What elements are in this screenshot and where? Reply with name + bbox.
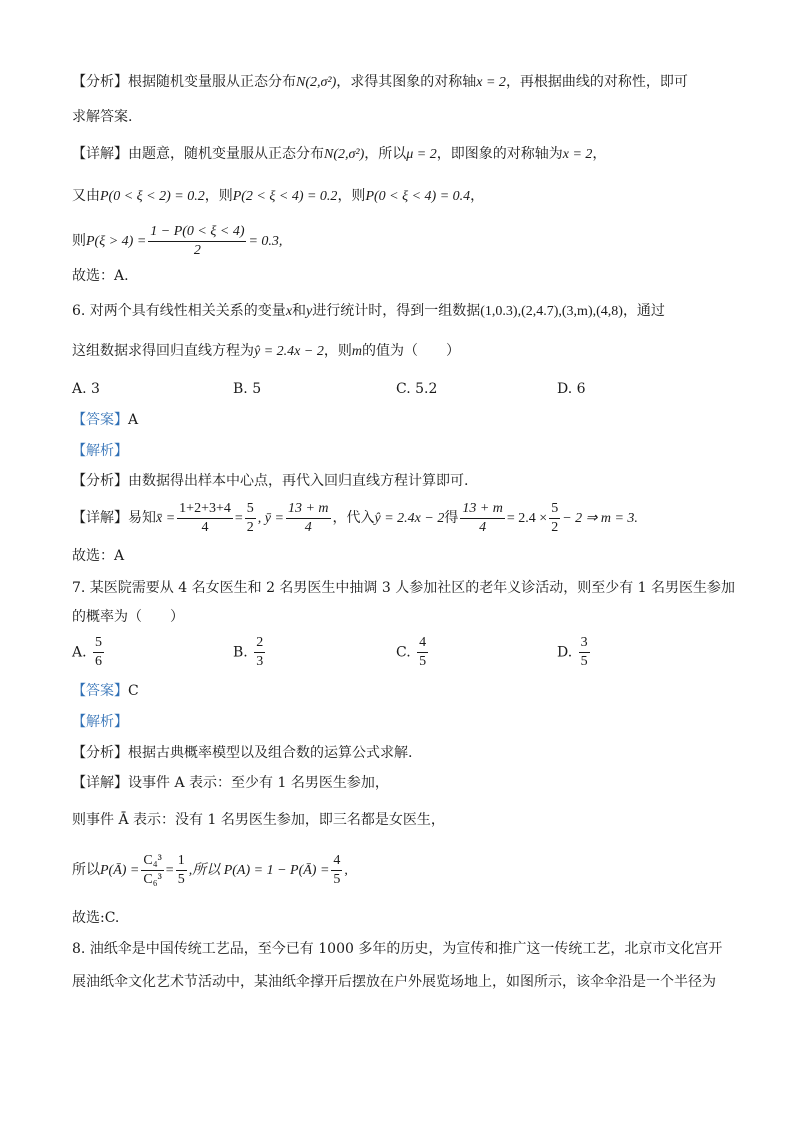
answer-tag: 【答案】 (72, 683, 128, 699)
fenxi-text: ，再根据曲线的对称性，即可 (505, 74, 688, 90)
detail-text: ，则 (204, 188, 233, 204)
fraction (93, 634, 104, 671)
fraction (331, 852, 342, 889)
fraction-numerator: 13 + m (460, 500, 505, 519)
option-a (72, 634, 106, 671)
fraction-numerator: 1+2+3+4 (177, 500, 233, 519)
math-expr: = (234, 511, 243, 526)
fraction-denominator: 5 (580, 654, 588, 669)
math-expr: , ȳ = (257, 511, 284, 526)
answer-value: C (128, 683, 139, 699)
detail-text: 得 (444, 510, 459, 526)
option-c: C. 5.2 (396, 381, 438, 397)
question-text: 和 (292, 303, 307, 319)
math-expr: P(2 < ξ < 4) = 0.2 (232, 189, 338, 204)
fraction (141, 852, 163, 889)
q5-analysis-line-2: 求解答案. (72, 109, 133, 125)
math-normal-dist: N(2,σ²) (296, 75, 337, 90)
math-expr: P(ξ > 4) = (86, 234, 147, 249)
detail-text: ，即图象的对称轴为 (436, 146, 563, 162)
fraction (579, 634, 590, 671)
q5-result-line (72, 222, 282, 261)
option-d (557, 634, 592, 671)
math-expr: P(0 < ξ < 2) = 0.2 (100, 189, 205, 204)
math-expr: = (165, 863, 174, 878)
fenxi-text: 根据随机变量服从正态分布 (128, 74, 296, 90)
fraction-numerator: 4 (331, 852, 342, 871)
question-text: 进行统计时，得到一组数据 (312, 303, 481, 319)
math-axis: x = 2 (562, 147, 593, 162)
q7-stem-line-2: 的概率为（ ） (72, 609, 184, 625)
q6-detail-line (72, 498, 638, 539)
fenxi-tag: 【分析】 (72, 74, 128, 90)
question-text: 6. 对两个具有线性相关关系的变量 (72, 303, 286, 319)
fraction (549, 500, 560, 537)
fraction-denominator: 5 (419, 654, 427, 669)
fraction-denominator: 2 (246, 519, 254, 535)
option-letter: B. (233, 644, 248, 661)
fraction-denominator: 4 (201, 519, 209, 535)
q7-analysis-line (72, 743, 412, 763)
math-expr: ,所以 P(A) = 1 − P(Ā) = (188, 863, 330, 878)
fenxi-text: ，求得其图象的对称轴 (336, 74, 477, 90)
fraction (286, 500, 331, 537)
q5-detail-line (72, 144, 606, 165)
fraction (245, 500, 256, 537)
math-expr: x̄ = (156, 511, 176, 526)
q7-answer-row (72, 681, 139, 701)
option-letter: C. (396, 644, 411, 661)
q5-answer: 故选：A. (72, 268, 129, 284)
math-regression: ŷ = 2.4x − 2 (374, 511, 445, 526)
q7-stem-line-1: 7. 某医院需要从 4 名女医生和 2 名男医生中抽调 3 人参加社区的老年义诊活动，则至少有 1 名男医生参加 (72, 580, 736, 596)
fraction-denominator: 3 (256, 654, 264, 669)
math-var: x (285, 304, 293, 319)
fraction-numerator: 5 (93, 634, 104, 653)
detail-text: ， (470, 188, 485, 204)
option-b: B. 5 (233, 381, 262, 397)
fraction-numerator: 5 (245, 500, 256, 519)
fraction-numerator: 4 (417, 634, 428, 653)
option-c (396, 634, 430, 671)
fraction (254, 634, 265, 671)
fraction (417, 634, 428, 671)
fenxi-text: 由数据得出样本中心点，再代入回归直线方程计算即可. (128, 473, 469, 489)
fraction-denominator: 4 (304, 519, 312, 535)
math-mu: μ = 2 (406, 147, 437, 162)
option-a: A. 3 (72, 381, 100, 397)
fraction-denominator: 2 (193, 242, 201, 258)
fraction-denominator: 4 (479, 519, 487, 535)
q6-answer: 故选：A (72, 548, 125, 564)
fraction (460, 500, 505, 537)
math-regression: ŷ = 2.4x − 2 (254, 344, 324, 359)
option-letter: D. (557, 644, 573, 661)
math-expr: = 0.3, (248, 234, 283, 249)
fraction-denominator: 5 (177, 871, 185, 887)
q7-detail-line (72, 773, 389, 793)
fraction (177, 500, 233, 537)
math-expr: = 2.4 × (506, 511, 548, 526)
jiexi-tag: 【解析】 (72, 714, 128, 730)
math-normal-dist: N(2,σ²) (324, 147, 365, 162)
math-expr: , (344, 863, 348, 878)
fenxi-tag: 【分析】 (72, 745, 128, 761)
option-b (233, 634, 267, 671)
fraction-denominator: 2 (551, 519, 559, 535)
fraction-denominator: 6 (95, 654, 103, 669)
detail-text: 设事件 A 表示：至少有 1 名男医生参加， (128, 775, 389, 791)
fraction-denominator: C₆³ (143, 871, 162, 887)
fraction (148, 223, 246, 260)
q5-analysis-line (72, 72, 688, 93)
q6-stem-line-2 (72, 341, 460, 362)
q7-answer: 故选:C. (72, 910, 120, 926)
fraction-denominator: 5 (333, 871, 341, 887)
q7-formula-line (72, 848, 348, 893)
jiexi-tag: 【解析】 (72, 443, 128, 459)
detail-text: 所以 (72, 862, 100, 878)
math-var: m (351, 344, 362, 359)
option-d: D. 6 (557, 381, 586, 397)
q6-analysis-line (72, 471, 468, 491)
q6-answer-row (72, 410, 138, 430)
fraction-numerator: 13 + m (286, 500, 331, 519)
math-expr: P(Ā) = (100, 863, 140, 878)
xiangjie-tag: 【详解】 (72, 510, 128, 526)
fraction-numerator: 3 (579, 634, 590, 653)
fraction-numerator: 5 (549, 500, 560, 519)
detail-text: 易知 (128, 510, 156, 526)
q7-detail-line-2: 则事件 Ā 表示：没有 1 名男医生参加，即三名都是女医生， (72, 812, 445, 828)
detail-text: 由题意，随机变量服从正态分布 (128, 146, 324, 162)
question-text: ，则 (323, 343, 352, 359)
xiangjie-tag: 【详解】 (72, 146, 128, 162)
q6-stem-line-1 (72, 301, 665, 322)
answer-tag: 【答案】 (72, 412, 128, 428)
math-axis: x = 2 (476, 75, 506, 90)
math-data: (1,0.3),(2,4.7),(3,m),(4,8) (480, 304, 623, 319)
math-var: y (306, 304, 313, 319)
fraction-numerator: 1 (176, 852, 187, 871)
detail-text: ，代入 (332, 510, 375, 526)
math-expr: P(0 < ξ < 4) = 0.4 (365, 189, 471, 204)
xiangjie-tag: 【详解】 (72, 775, 128, 791)
detail-text: ，则 (337, 188, 366, 204)
fraction-numerator: C₄³ (141, 852, 163, 871)
detail-text: ，所以 (364, 146, 407, 162)
question-text: 的值为（ ） (361, 343, 460, 359)
detail-text: 又由 (72, 188, 100, 204)
q8-stem-line-1: 8. 油纸伞是中国传统工艺品，至今已有 1000 多年的历史，为宣传和推广这一传统工艺，北京市文化宫开 (72, 941, 723, 957)
fraction-numerator: 1 − P(0 < ξ < 4) (148, 223, 246, 242)
fenxi-text: 根据古典概率模型以及组合数的运算公式求解. (128, 745, 413, 761)
fenxi-tag: 【分析】 (72, 473, 128, 489)
detail-text: ， (592, 146, 607, 162)
math-expr: − 2 ⇒ m = 3. (562, 511, 638, 526)
option-letter: A. (72, 644, 87, 661)
question-text: ，通过 (622, 303, 665, 319)
question-text: 这组数据求得回归直线方程为 (72, 343, 254, 359)
fraction (176, 852, 187, 889)
fraction-numerator: 2 (254, 634, 265, 653)
detail-text: 则 (72, 233, 86, 249)
answer-value: A (128, 412, 139, 428)
q8-stem-line-2: 展油纸伞文化艺术节活动中，某油纸伞撑开后摆放在户外展览场地上，如图所示，该伞伞沿是一个半径为 (72, 974, 716, 990)
q5-probability-line (72, 186, 484, 207)
